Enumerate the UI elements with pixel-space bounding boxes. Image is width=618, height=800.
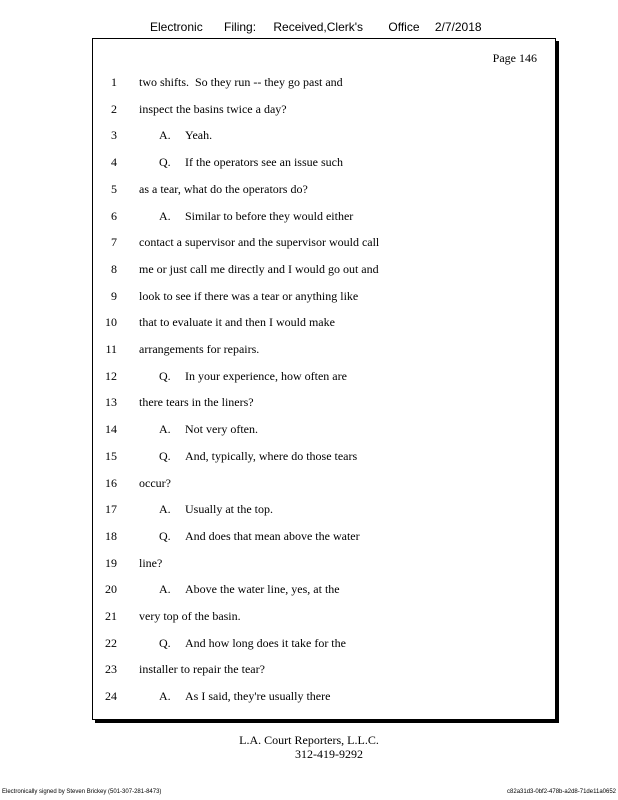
line-number: 22 <box>105 635 117 650</box>
speaker-marker: Q. <box>159 528 171 543</box>
line-number: 2 <box>111 101 117 116</box>
testimony-text: occur? <box>139 475 171 490</box>
transcript-line <box>93 476 533 496</box>
line-number: 19 <box>105 555 117 570</box>
line-text <box>139 609 241 624</box>
footer <box>0 733 618 761</box>
line-text <box>159 636 346 651</box>
testimony-text: Above the water line, yes, at the <box>185 582 340 597</box>
transcript-line <box>93 315 533 335</box>
line-number: 16 <box>105 475 117 490</box>
line-number: 9 <box>111 288 117 303</box>
line-number: 4 <box>111 155 117 170</box>
transcript-line <box>93 609 533 629</box>
transcript-line <box>93 556 533 576</box>
speaker-marker: A. <box>159 128 171 143</box>
transcript-line <box>93 636 533 656</box>
line-number: 17 <box>105 502 117 517</box>
testimony-text: inspect the basins twice a day? <box>139 101 287 116</box>
line-number: 8 <box>111 261 117 276</box>
speaker-marker: A. <box>159 689 171 704</box>
testimony-text: And does that mean above the water <box>185 528 360 543</box>
testimony-text: arrangements for repairs. <box>139 342 260 356</box>
line-number: 1 <box>111 75 117 89</box>
testimony-text: that to evaluate it and then I would make <box>139 315 335 330</box>
speaker-marker: A. <box>159 422 171 437</box>
line-text <box>139 102 287 117</box>
transcript-line <box>93 422 533 442</box>
line-text <box>159 689 330 704</box>
line-number: 3 <box>111 128 117 143</box>
electronic-signature: Electronically signed by Steven Brickey (501-307-281-8473) <box>2 789 162 795</box>
transcript-line <box>93 75 533 95</box>
line-number: 21 <box>105 609 117 623</box>
line-text <box>159 369 347 384</box>
testimony-text: two shifts. So they run -- they go past and <box>139 75 343 89</box>
court-reporter-name: L.A. Court Reporters, L.L.C. <box>239 733 379 747</box>
line-number: 14 <box>105 422 117 437</box>
line-text <box>139 235 379 250</box>
transcript-line <box>93 182 533 202</box>
transcript-line <box>93 155 533 175</box>
transcript-line <box>93 235 533 255</box>
testimony-text: installer to repair the tear? <box>139 662 265 677</box>
line-number: 24 <box>105 689 117 704</box>
speaker-marker: Q. <box>159 155 171 170</box>
testimony-text: And how long does it take for the <box>185 635 346 650</box>
testimony-text: Not very often. <box>185 422 258 437</box>
speaker-marker: Q. <box>159 635 171 650</box>
testimony-text: As I said, they're usually there <box>185 689 331 704</box>
line-text <box>139 182 308 197</box>
transcript-line <box>93 449 533 469</box>
speaker-marker: Q. <box>159 448 171 463</box>
transcript-line <box>93 502 533 522</box>
transcript-line <box>93 262 533 282</box>
line-number: 23 <box>105 662 117 677</box>
testimony-text: there tears in the liners? <box>139 395 254 410</box>
speaker-marker: A. <box>159 582 171 597</box>
testimony-text: line? <box>139 555 163 570</box>
line-text <box>139 476 171 491</box>
filing-header <box>150 20 482 34</box>
testimony-text: And, typically, where do those tears <box>185 448 358 463</box>
testimony-text: me or just call me directly and I would go out and <box>139 261 379 276</box>
line-number: 7 <box>111 235 117 250</box>
transcript-line <box>93 689 533 709</box>
transcript-line <box>93 582 533 602</box>
transcript-line <box>93 342 533 362</box>
header-word: Received,Clerk's <box>273 20 364 34</box>
line-text <box>159 209 353 224</box>
line-number: 5 <box>111 181 117 196</box>
header-word: Electronic <box>150 20 203 34</box>
speaker-marker: Q. <box>159 368 171 383</box>
line-text <box>139 395 254 410</box>
line-text <box>139 75 343 90</box>
testimony-text: If the operators see an issue such <box>185 155 343 170</box>
line-number: 18 <box>105 528 117 543</box>
line-text <box>139 262 379 277</box>
transcript-line <box>93 289 533 309</box>
transcript-line <box>93 209 533 229</box>
line-number: 15 <box>105 448 117 463</box>
line-text <box>159 529 360 544</box>
line-text <box>159 128 212 143</box>
testimony-text: Similar to before they would either <box>185 208 354 223</box>
header-date: 2/7/2018 <box>434 20 482 34</box>
line-text <box>139 556 162 571</box>
transcript-page <box>92 38 556 720</box>
testimony-text: Yeah. <box>185 128 213 143</box>
line-text <box>159 155 343 170</box>
speaker-marker: A. <box>159 208 171 223</box>
testimony-text: In your experience, how often are <box>185 368 347 383</box>
line-number: 13 <box>105 395 117 410</box>
transcript-line <box>93 395 533 415</box>
line-text <box>159 502 273 517</box>
line-text <box>139 342 259 357</box>
transcript-line <box>93 128 533 148</box>
testimony-text: very top of the basin. <box>139 609 241 623</box>
line-text <box>139 315 335 330</box>
header-word: Office <box>388 20 420 34</box>
line-number: 11 <box>105 342 117 356</box>
transcript-line <box>93 529 533 549</box>
testimony-text: Usually at the top. <box>185 502 273 517</box>
testimony-text: contact a supervisor and the supervisor would call <box>139 235 380 250</box>
line-text <box>159 422 258 437</box>
line-text <box>159 449 357 464</box>
page-number: Page 146 <box>492 51 537 65</box>
transcript-line <box>93 662 533 682</box>
line-number: 12 <box>105 368 117 383</box>
speaker-marker: A. <box>159 502 171 517</box>
line-text <box>159 582 340 597</box>
document-hash: c82a31d3-0bf2-478b-a2d8-71de11a0652 <box>507 789 616 795</box>
line-text <box>139 662 265 677</box>
line-number: 10 <box>105 315 117 330</box>
line-text <box>139 289 358 304</box>
line-number: 6 <box>111 208 117 223</box>
testimony-text: look to see if there was a tear or anything like <box>139 288 359 303</box>
line-number: 20 <box>105 582 117 597</box>
header-word: Filing: <box>224 20 257 34</box>
testimony-text: as a tear, what do the operators do? <box>139 181 308 196</box>
transcript-line <box>93 369 533 389</box>
transcript-line <box>93 102 533 122</box>
court-reporter-phone: 312-419-9292 <box>295 747 363 761</box>
